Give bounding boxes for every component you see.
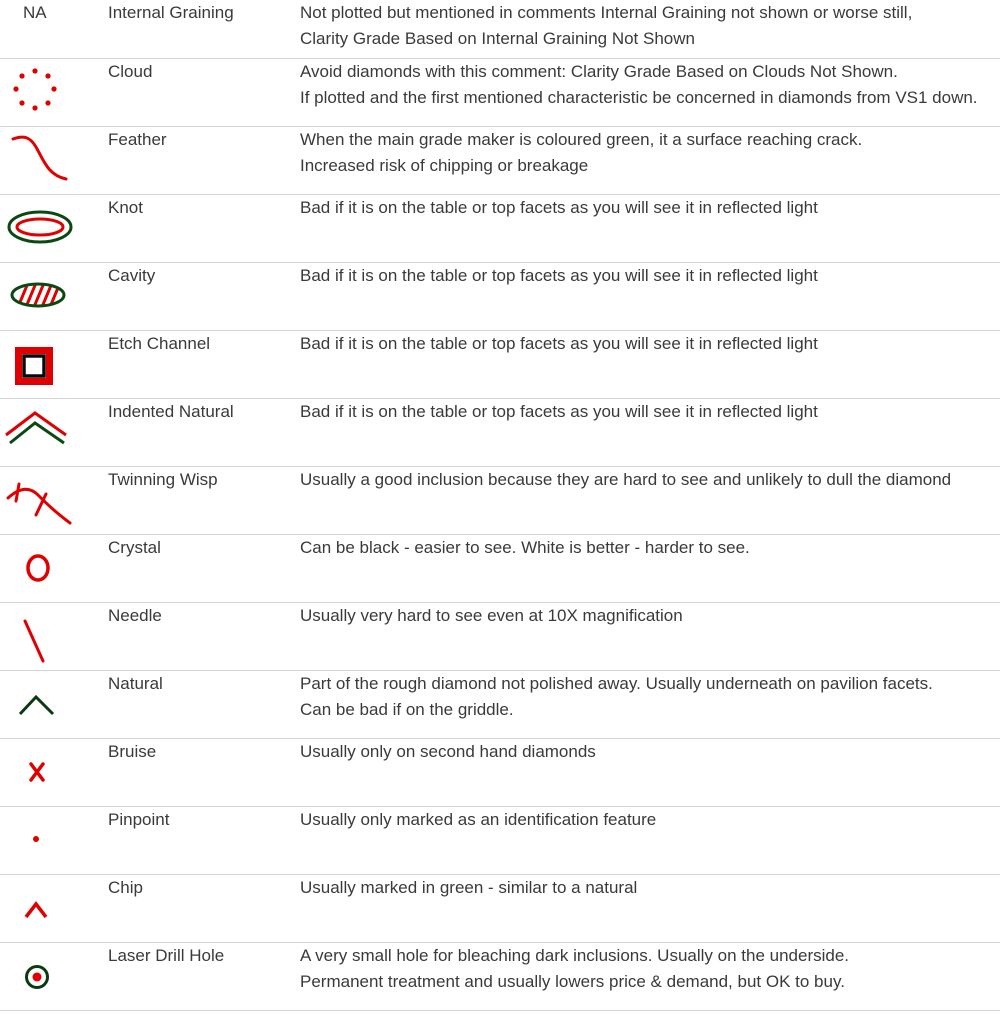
table-row [0, 739, 1000, 807]
description-line: Usually only on second hand diamonds [300, 742, 596, 761]
inclusion-name: Indented Natural [108, 402, 234, 421]
description-line: Bad if it is on the table or top facets as you will see it in reflected light [300, 198, 818, 217]
description-line: A very small hole for bleaching dark inclusions. Usually on the underside. [300, 946, 850, 965]
indented-natural-icon [0, 399, 76, 467]
description-line: Bad if it is on the table or top facets as you will see it in reflected light [300, 266, 818, 285]
symbol-cell [0, 0, 76, 58]
description-line: Can be bad if on the griddle. [300, 700, 514, 719]
table-row [0, 399, 1000, 467]
inclusion-description [300, 335, 1000, 357]
cloud-icon [0, 59, 76, 127]
table-row [0, 0, 1000, 59]
inclusion-name: Chip [108, 878, 143, 897]
description-line: Part of the rough diamond not polished away. Usually underneath on pavilion facets. [300, 674, 933, 693]
inclusion-description [300, 607, 1000, 629]
twinning-wisp-icon [0, 467, 76, 535]
etch-channel-icon [0, 331, 76, 399]
inclusion-description [300, 675, 1000, 723]
symbol-cell [0, 127, 76, 194]
table-row [0, 603, 1000, 671]
cavity-icon [0, 263, 76, 331]
bruise-icon [0, 739, 76, 807]
crystal-icon [0, 535, 76, 603]
inclusion-description [300, 63, 1000, 111]
table-row [0, 127, 1000, 195]
description-line: Increased risk of chipping or breakage [300, 156, 589, 175]
inclusion-name: Knot [108, 198, 143, 217]
inclusion-name: Laser Drill Hole [108, 946, 225, 965]
inclusion-name: Natural [108, 674, 163, 693]
description-line: When the main grade maker is coloured green, it a surface reaching crack. [300, 130, 863, 149]
inclusion-name: Internal Graining [108, 3, 234, 22]
inclusion-name: Cloud [108, 62, 153, 81]
description-line: Usually very hard to see even at 10X magnification [300, 606, 683, 625]
inclusion-description [300, 539, 1000, 561]
inclusion-description [300, 4, 1000, 52]
table-row [0, 671, 1000, 739]
symbol-cell [0, 467, 76, 534]
inclusion-description [300, 879, 1000, 901]
description-line: Avoid diamonds with this comment: Clarity Grade Based on Clouds Not Shown. [300, 62, 898, 81]
inclusion-description [300, 267, 1000, 289]
symbol-cell [0, 399, 76, 466]
inclusion-description [300, 199, 1000, 221]
table-row [0, 875, 1000, 943]
inclusion-description [300, 131, 1000, 179]
symbol-cell [0, 875, 76, 942]
symbol-cell [0, 331, 76, 398]
inclusion-name: Cavity [108, 266, 156, 285]
symbol-cell [0, 59, 76, 126]
inclusion-name: Pinpoint [108, 810, 170, 829]
table-row [0, 263, 1000, 331]
description-line: Clarity Grade Based on Internal Graining Not Shown [300, 29, 695, 48]
description-line: Usually only marked as an identification feature [300, 810, 657, 829]
description-line: If plotted and the first mentioned characteristic be concerned in diamonds from VS1 down. [300, 88, 978, 107]
inclusion-description [300, 403, 1000, 425]
symbol-cell [0, 671, 76, 738]
chip-icon [0, 875, 76, 943]
needle-icon [0, 603, 76, 671]
symbol-cell [0, 807, 76, 874]
symbol-cell [0, 195, 76, 262]
description-line: Permanent treatment and usually lowers price & demand, but OK to buy. [300, 972, 845, 991]
inclusion-description [300, 947, 1000, 995]
inclusion-name: Feather [108, 130, 167, 149]
feather-icon [0, 127, 76, 195]
na-label: NA [23, 3, 47, 22]
inclusion-name: Twinning Wisp [108, 470, 218, 489]
table-row [0, 331, 1000, 399]
natural-icon [0, 671, 76, 739]
symbol-cell [0, 739, 76, 806]
description-line: Usually marked in green - similar to a natural [300, 878, 638, 897]
inclusion-name: Bruise [108, 742, 157, 761]
inclusion-description [300, 743, 1000, 765]
description-line: Usually a good inclusion because they are hard to see and unlikely to dull the diamond [300, 470, 952, 489]
symbol-cell [0, 943, 76, 1010]
inclusion-name: Needle [108, 606, 162, 625]
description-line: Bad if it is on the table or top facets as you will see it in reflected light [300, 334, 818, 353]
symbol-cell [0, 535, 76, 602]
description-line: Can be black - easier to see. White is better - harder to see. [300, 538, 750, 557]
knot-icon [0, 195, 76, 263]
description-line: Bad if it is on the table or top facets as you will see it in reflected light [300, 402, 818, 421]
laser-drill-hole-icon [0, 943, 76, 1011]
table-row [0, 467, 1000, 535]
symbol-cell [0, 263, 76, 330]
pinpoint-icon [0, 807, 76, 875]
inclusion-name: Etch Channel [108, 334, 211, 353]
table-row [0, 59, 1000, 127]
inclusion-name: Crystal [108, 538, 161, 557]
inclusion-description [300, 471, 1000, 493]
table-row [0, 807, 1000, 875]
table-row [0, 195, 1000, 263]
table-row [0, 535, 1000, 603]
inclusion-description [300, 811, 1000, 833]
description-line: Not plotted but mentioned in comments Internal Graining not shown or worse still, [300, 3, 913, 22]
symbol-cell [0, 603, 76, 670]
table-row [0, 943, 1000, 1011]
